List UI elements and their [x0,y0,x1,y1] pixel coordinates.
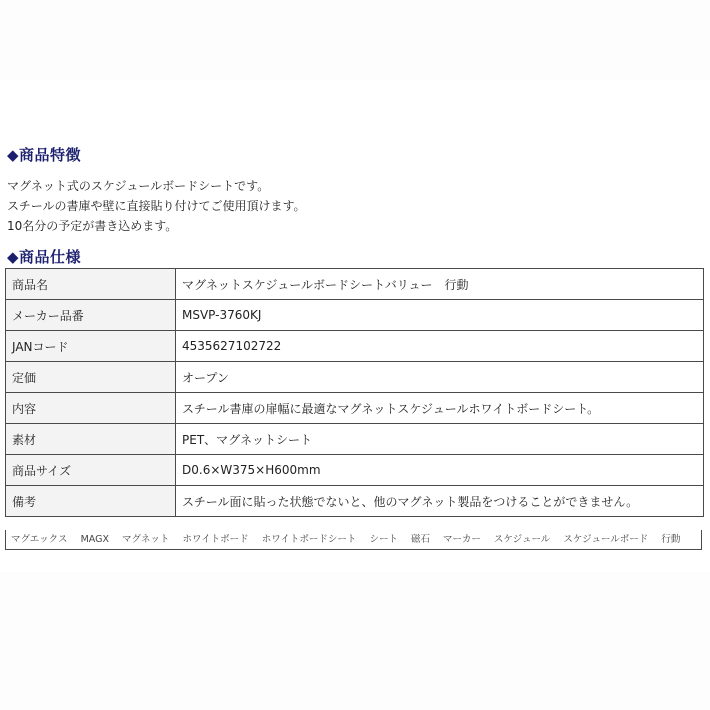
spec-key: 商品名 [6,269,176,300]
tag[interactable]: MAGX [80,534,109,545]
features-text [7,176,306,236]
spec-value: D0.6×W375×H600mm [176,455,704,486]
spec-key: 素材 [6,424,176,455]
spec-value: スチール書庫の扉幅に最適なマグネットスケジュールホワイトボードシート。 [176,393,704,424]
tag-list [5,530,702,550]
spec-key: JANコード [6,331,176,362]
spec-key: 内容 [6,393,176,424]
tag[interactable]: マグエックス [11,534,68,545]
tag[interactable]: 磁石 [410,534,430,545]
spec-value: PET、マグネットシート [176,424,704,455]
features-heading: ◆商品特徴 [7,146,82,164]
table-row [6,269,704,300]
tag[interactable]: ホワイトボード [182,534,249,545]
tag[interactable]: ホワイトボードシート [261,534,357,545]
spec-table [5,268,704,517]
tag[interactable]: スケジュールボード [563,534,649,545]
tag[interactable]: マーカー [443,534,481,545]
spec-value: マグネットスケジュールボードシートバリュー 行動 [176,269,704,300]
tag[interactable]: シート [369,534,398,545]
spec-value: スチール面に貼った状態でないと、他のマグネット製品をつけることができません。 [176,486,704,517]
specs-heading: ◆商品仕様 [7,248,82,266]
table-row [6,486,704,517]
tag[interactable]: マグネット [122,534,170,545]
tag[interactable]: 行動 [661,534,681,545]
table-row [6,455,704,486]
feature-line: スチールの書庫や壁に直接貼り付けてご使用頂けます。 [7,199,306,213]
spec-key: 定価 [6,362,176,393]
spec-value: MSVP-3760KJ [176,300,704,331]
table-row [6,331,704,362]
tag[interactable]: スケジュール [493,534,551,545]
table-row [6,393,704,424]
spec-value: 4535627102722 [176,331,704,362]
spec-key: 商品サイズ [6,455,176,486]
feature-line: マグネット式のスケジュールボードシートです。 [7,179,270,193]
spec-key: 備考 [6,486,176,517]
product-description [0,80,710,572]
spec-value: オープン [176,362,704,393]
table-row [6,300,704,331]
table-row [6,424,704,455]
spec-key: メーカー品番 [6,300,176,331]
feature-line: 10名分の予定が書き込めます。 [7,219,178,233]
table-row [6,362,704,393]
